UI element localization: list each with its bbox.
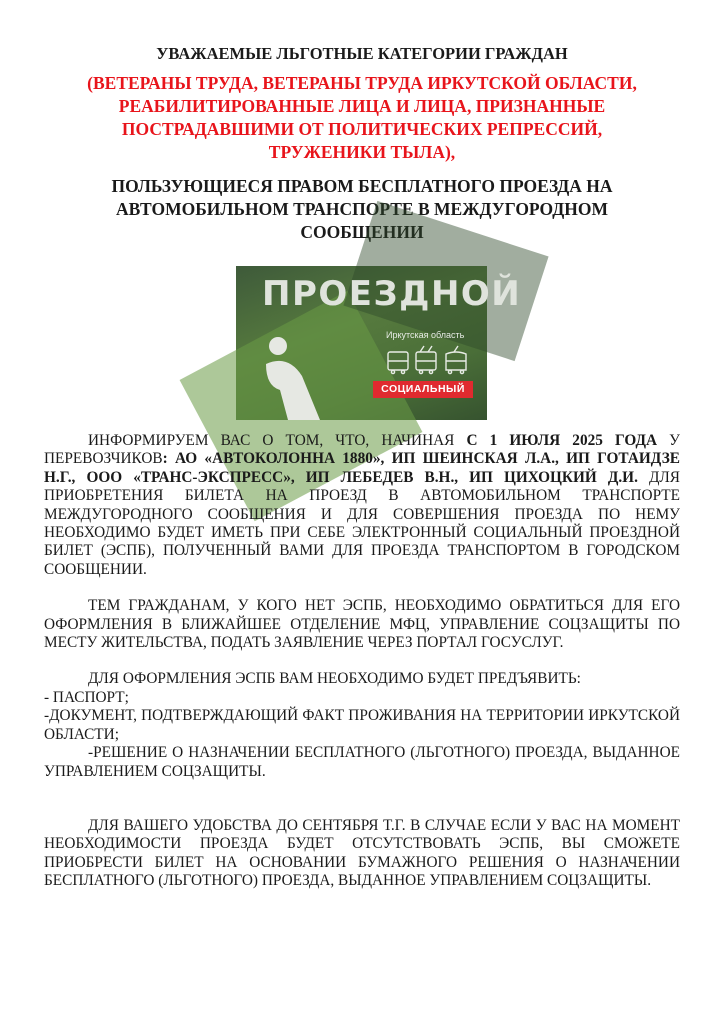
subheading-line: СООБЩЕНИИ [300,222,424,242]
categories-line: (ВЕТЕРАНЫ ТРУДА, ВЕТЕРАНЫ ТРУДА ИРКУТСКОЙ ОБЛАСТИ, [87,73,637,93]
card-region: Иркутская область [386,330,465,340]
main-text [44,432,680,891]
card-title: ПРОЕЗДНОЙ [262,274,522,314]
trolleybus-icon [416,346,436,374]
categories-line: ТРУЖЕНИКИ ТЫЛА), [268,142,456,162]
list-item: - ПАСПОРТ; [44,688,129,706]
categories-line: ПОСТРАДАВШИМИ ОТ ПОЛИТИЧЕСКИХ РЕПРЕССИЙ, [121,119,603,139]
paragraph-4: ДЛЯ ВАШЕГО УДОБСТВА ДО СЕНТЯБРЯ Т.Г. В СЛУЧАЕ ЕСЛИ У ВАС НА МОМЕНТ НЕОБХОДИМОСТИ ПРОЕЗДА БУДЕТ ОТСУТСТВОВАТЬ ЭСПБ, ВЫ СМОЖЕТЕ ПРИОБРЕСТИ БИЛЕТ НА ОСНОВАНИИ БУМАЖНОГО РЕШЕНИЯ О НАЗНАЧЕНИИ БЕСПЛАТНОГО (ЛЬГОТНОГО) ПРОЕЗДА, ВЫДАННОЕ УПРАВЛЕНИЕМ СОЦЗАЩИТЫ. [44,816,680,890]
para1-text: У ПЕРЕВОЗЧИКОВ [44,432,681,468]
para1-text: ИНФОРМИРУЕМ ВАС О ТОМ, ЧТО, НАЧИНАЯ [88,432,467,449]
transport-icons [386,346,470,376]
tram-icon [446,346,466,374]
subheading-line: АВТОМОБИЛЬНОМ ТРАНСПОРТЕ В МЕЖДУГОРОДНОМ [115,199,609,219]
card-badge: СОЦИАЛЬНЫЙ [373,381,473,398]
page-title: УВАЖАЕМЫЕ ЛЬГОТНЫЕ КАТЕГОРИИ ГРАЖДАН [156,44,568,63]
list-item: -ДОКУМЕНТ, ПОДТВЕРЖДАЮЩИЙ ФАКТ ПРОЖИВАНИЯ НА ТЕРРИТОРИИ ИРКУТСКОЙ ОБЛАСТИ; [44,707,680,743]
start-date: С 1 ИЮЛЯ 2025 ГОДА [466,432,658,449]
travel-card-image [236,266,522,420]
list-item: -РЕШЕНИЕ О НАЗНАЧЕНИИ БЕСПЛАТНОГО (ЛЬГОТНОГО) ПРОЕЗДА, ВЫДАННОЕ УПРАВЛЕНИЕМ СОЦЗАЩИТЫ. [44,744,680,780]
subheading-line: ПОЛЬЗУЮЩИЕСЯ ПРАВОМ БЕСПЛАТНОГО ПРОЕЗДА НА [111,176,613,196]
beneficiary-categories [44,72,680,164]
paragraph-2: ТЕМ ГРАЖДАНАМ, У КОГО НЕТ ЭСПБ, НЕОБХОДИМО ОБРАТИТЬСЯ ДЛЯ ЕГО ОФОРМЛЕНИЯ В БЛИЖАЙШЕЕ ОТДЕЛЕНИЕ МФЦ, УПРАВЛЕНИЕ СОЦЗАЩИТЫ ПО МЕСТУ ЖИТЕЛЬСТВА, ПОДАТЬ ЗАЯВЛЕНИЕ ЧЕРЕЗ ПОРТАЛ ГОСУСЛУГ. [44,597,680,652]
document-page [44,44,681,890]
paragraph-1 [44,432,680,579]
paragraph-3-intro: ДЛЯ ОФОРМЛЕНИЯ ЭСПБ ВАМ НЕОБХОДИМО БУДЕТ ПРЕДЪЯВИТЬ: [88,670,581,688]
person-icon [258,336,338,420]
para1-text: ДЛЯ ПРИОБРЕТЕНИЯ БИЛЕТА НА ПРОЕЗД В АВТОМОБИЛЬНОМ ТРАНСПОРТЕ МЕЖДУГОРОДНОГО СООБЩЕНИЯ И ДЛЯ СОВЕРШЕНИЯ ПРОЕЗДА ПО НЕМУ НЕОБХОДИМО БУДЕТ ИМЕТЬ ПРИ СЕБЕ ЭЛЕКТРОННЫЙ СОЦИАЛЬНЫЙ ПРОЕЗДНОЙ БИЛЕТ (ЭСПБ), ПОЛУЧЕННЫЙ ВАМИ ДЛЯ ПРОЕЗДА ТРАНСПОРТОМ В ГОРОДСКОМ СООБЩЕНИИ. [44,468,680,578]
categories-line: РЕАБИЛИТИРОВАННЫЕ ЛИЦА И ЛИЦА, ПРИЗНАННЫЕ [118,96,606,116]
carriers-list: : АО «АВТОКОЛОННА 1880», ИП ШЕИНСКАЯ Л.А., ИП ГОТАИДЗЕ Н.Г., ООО «ТРАНС-ЭКСПРЕСС», ИП ЛЕБЕДЕВ В.Н., ИП ЦИХОЦКИЙ Д.И. [44,450,680,486]
subheading [44,175,680,244]
bus-icon [388,352,408,374]
